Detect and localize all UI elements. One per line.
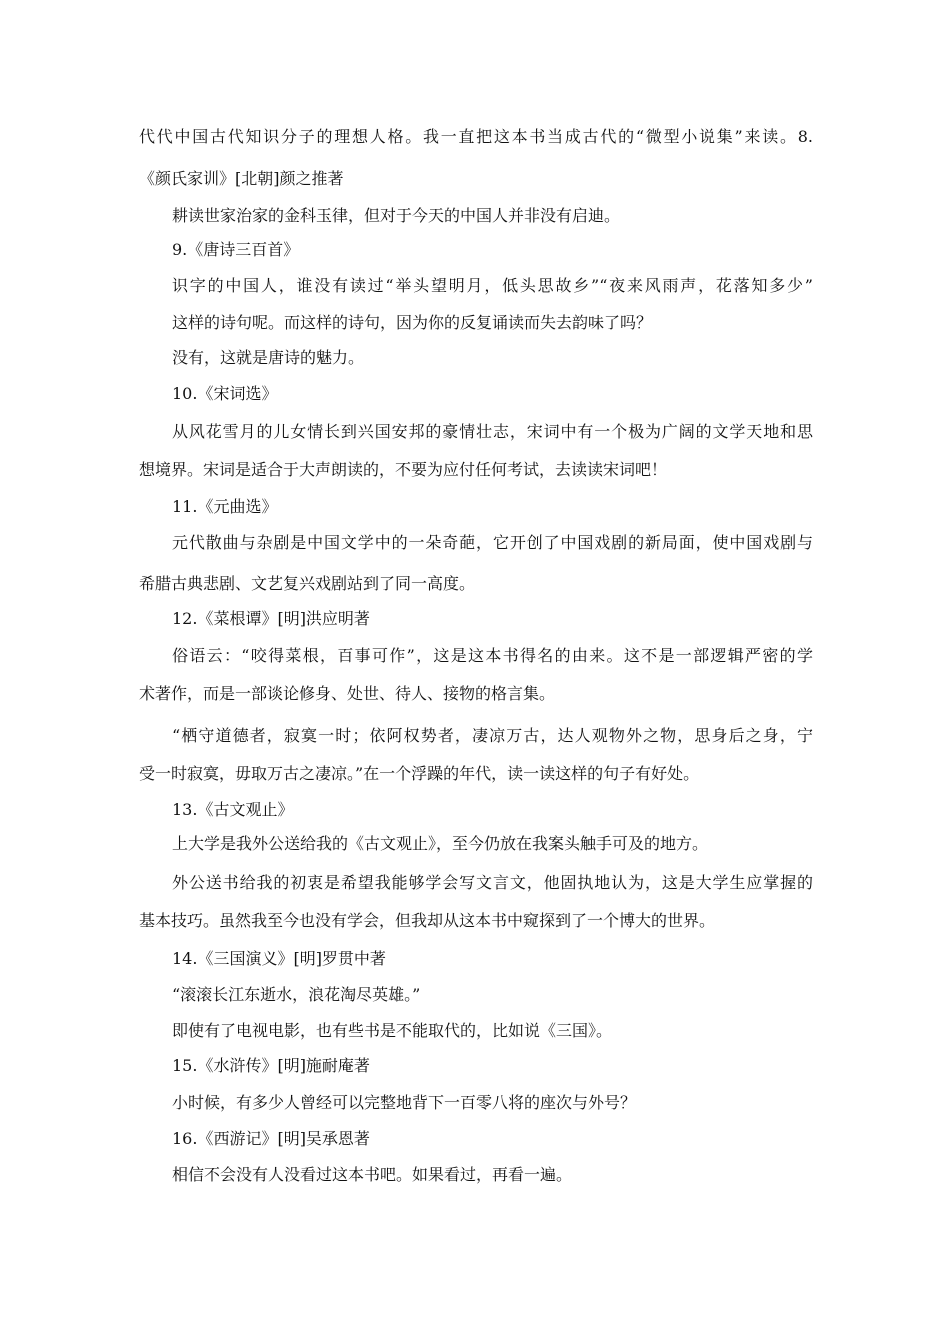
text-line: 代代中国古代知识分子的理想人格。我一直把这本书当成古代的“微型小说集”来读。8.: [139, 127, 813, 146]
text-line: 元代散曲与杂剧是中国文学中的一朵奇葩，它开创了中国戏剧的新局面，使中国戏剧与: [172, 533, 813, 552]
text-line: “栖守道德者，寂寞一时；依阿权势者，凄凉万古，达人观物外之物，思身后之身，宁: [172, 726, 813, 745]
text-line: 受一时寂寞，毋取万古之凄凉。”在一个浮躁的年代，读一读这样的句子有好处。: [139, 764, 700, 783]
text-line: 《颜氏家训》[北朝]颜之推著: [139, 169, 344, 188]
text-line: 耕读世家治家的金科玉律，但对于今天的中国人并非没有启迪。: [172, 206, 621, 225]
text-line: 10.《宋词选》: [172, 384, 278, 403]
text-line: 从风花雪月的儿女情长到兴国安邦的豪情壮志，宋词中有一个极为广阔的文学天地和思: [172, 422, 813, 441]
text-line: 16.《西游记》[明]吴承恩著: [172, 1129, 370, 1148]
text-line: 即使有了电视电影，也有些书是不能取代的，比如说《三国》。: [172, 1021, 613, 1040]
text-line: 没有，这就是唐诗的魅力。: [172, 348, 365, 367]
text-line: 9.《唐诗三百首》: [172, 240, 300, 259]
text-line: 小时候，有多少人曾经可以完整地背下一百零八将的座次与外号？: [172, 1093, 637, 1112]
text-line: 13.《古文观止》: [172, 800, 294, 819]
text-line: 上大学是我外公送给我的《古文观止》，至今仍放在我案头触手可及的地方。: [172, 834, 709, 853]
text-line: 希腊古典悲剧、文艺复兴戏剧站到了同一高度。: [139, 574, 476, 593]
text-line: “滚滚长江东逝水，浪花淘尽英雄。”: [172, 985, 421, 1004]
text-line: 15.《水浒传》[明]施耐庵著: [172, 1056, 370, 1075]
text-line: 基本技巧。虽然我至今也没有学会，但我却从这本书中窥探到了一个博大的世界。: [139, 911, 716, 930]
text-line: 想境界。宋词是适合于大声朗读的，不要为应付任何考试，去读读宋词吧！: [139, 460, 668, 479]
text-line: 外公送书给我的初衷是希望我能够学会写文言文，他固执地认为，这是大学生应掌握的: [172, 873, 813, 892]
text-line: 12.《菜根谭》[明]洪应明著: [172, 609, 370, 628]
text-line: 14.《三国演义》[明]罗贯中著: [172, 949, 386, 968]
text-line: 相信不会没有人没看过这本书吧。如果看过，再看一遍。: [172, 1165, 573, 1184]
text-line: 俗语云：“咬得菜根，百事可作”，这是这本书得名的由来。这不是一部逻辑严密的学: [172, 646, 813, 665]
text-line: 这样的诗句呢。而这样的诗句，因为你的反复诵读而失去韵味了吗？: [172, 313, 653, 332]
text-line: 术著作，而是一部谈论修身、处世、待人、接物的格言集。: [139, 684, 556, 703]
text-line: 11.《元曲选》: [172, 497, 278, 516]
text-line: 识字的中国人，谁没有读过“举头望明月，低头思故乡”“夜来风雨声，花落知多少”: [172, 276, 813, 295]
